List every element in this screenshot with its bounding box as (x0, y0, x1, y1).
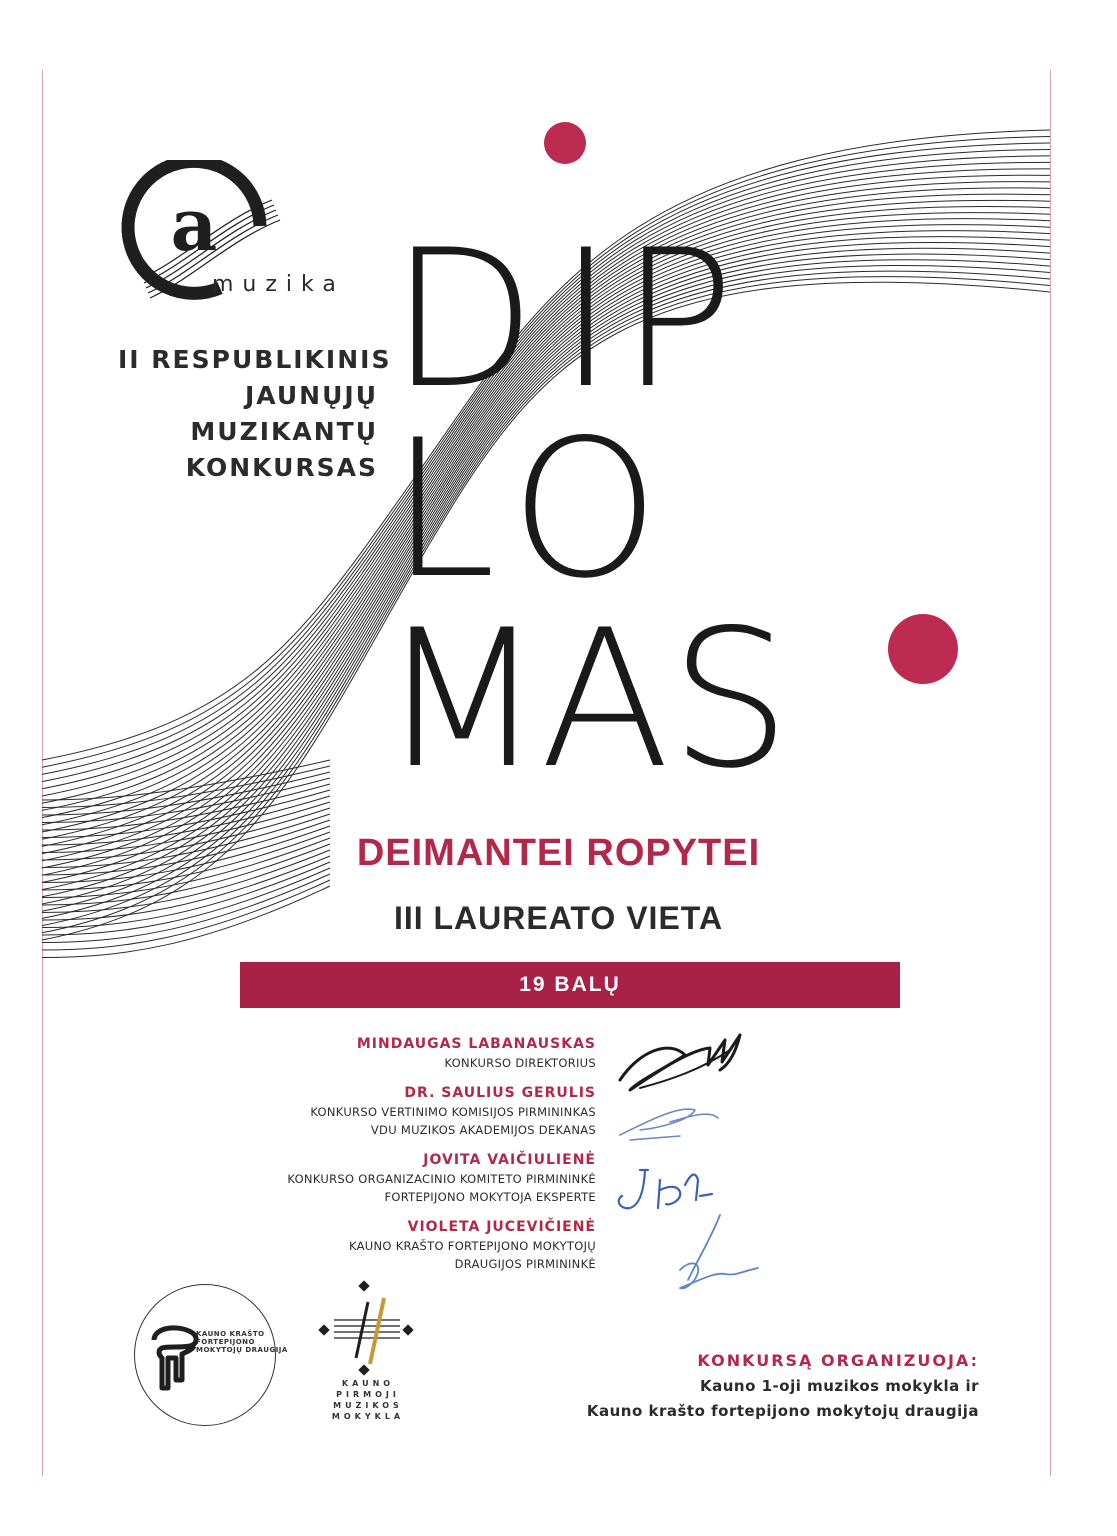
school-logo-line: KAUNO (341, 1379, 395, 1388)
school-logo-line: MOKYKLA (331, 1412, 405, 1421)
signer-entry (200, 1083, 596, 1139)
heading-letter: O (510, 399, 660, 620)
school-logo-text (328, 1378, 408, 1422)
heading-letter: S (670, 589, 791, 780)
competition-title (118, 342, 392, 486)
signers-list (200, 1034, 596, 1284)
signer-role: KONKURSO ORGANIZACINIO KOMITETO PIRMININKĖ (287, 1172, 596, 1186)
logo-mark-letter: a (170, 182, 218, 267)
signer-role: FORTEPIJONO MOKYTOJA EKSPERTE (384, 1190, 596, 1204)
red-dot-large (888, 614, 958, 684)
signer-entry (200, 1034, 596, 1072)
recipient-name: DEIMANTEI ROPYTEI (356, 832, 761, 874)
score-text: 19 BALŲ (519, 973, 621, 996)
competition-title-line: MUZIKANTŲ (190, 417, 378, 446)
signer-role: DRAUGIJOS PIRMININKĖ (454, 1257, 596, 1271)
organizers-block (587, 1348, 979, 1424)
school-logo-line: MUZIKOS (333, 1401, 403, 1410)
signer-role: KONKURSO VERTINIMO KOMISIJOS PIRMININKAS (310, 1105, 596, 1119)
signer-name: MINDAUGAS LABANAUSKAS (356, 1036, 596, 1052)
heading-letter: L (390, 399, 496, 620)
heading-letter: P (620, 209, 735, 430)
school-logo-line: PIRMOJI (336, 1390, 400, 1399)
red-dot-small (544, 122, 586, 164)
logo-wordmark: muzika (212, 272, 345, 297)
society-emblem-text (196, 1330, 288, 1354)
signer-entry (200, 1217, 596, 1273)
signer-role: VDU MUZIKOS AKADEMIJOS DEKANAS (370, 1123, 596, 1137)
heading-letter: M (380, 589, 544, 780)
signer-name: VIOLETA JUCEVIČIENĖ (407, 1219, 596, 1235)
signer-entry (200, 1150, 596, 1206)
music-school-logo-icon (312, 1280, 422, 1380)
heading-letter: A (540, 589, 670, 780)
award-place: III LAUREATO VIETA (393, 900, 724, 936)
society-emblem-line: MOKYTOJŲ DRAUGIJA (196, 1346, 288, 1354)
competition-title-line: KONKURSAS (185, 453, 378, 482)
competition-title-line: JAUNŲJŲ (244, 381, 378, 410)
heading-letter: I (558, 209, 615, 430)
signer-name: JOVITA VAIČIULIENĖ (423, 1152, 596, 1168)
competition-title-line: II RESPUBLIKINIS (118, 345, 392, 374)
organizer-line: Kauno 1-oji muzikos mokykla ir (699, 1377, 979, 1395)
score-bar (240, 962, 900, 1008)
signer-name: DR. SAULIUS GERULIS (404, 1085, 596, 1101)
diplomas-heading (380, 200, 800, 780)
heading-letter: D (390, 209, 537, 430)
signatures-image (600, 1010, 780, 1320)
organizer-line: Kauno krašto fortepijono mokytojų draugija (586, 1402, 979, 1420)
organizers-label: KONKURSĄ ORGANIZUOJA: (697, 1351, 979, 1370)
signer-role: KAUNO KRAŠTO FORTEPIJONO MOKYTOJŲ (348, 1239, 596, 1253)
society-emblem-line: FORTEPIJONO (196, 1338, 255, 1346)
society-emblem-line: KAUNO KRAŠTO (196, 1330, 265, 1338)
signer-role: KONKURSO DIREKTORIUS (444, 1056, 596, 1070)
